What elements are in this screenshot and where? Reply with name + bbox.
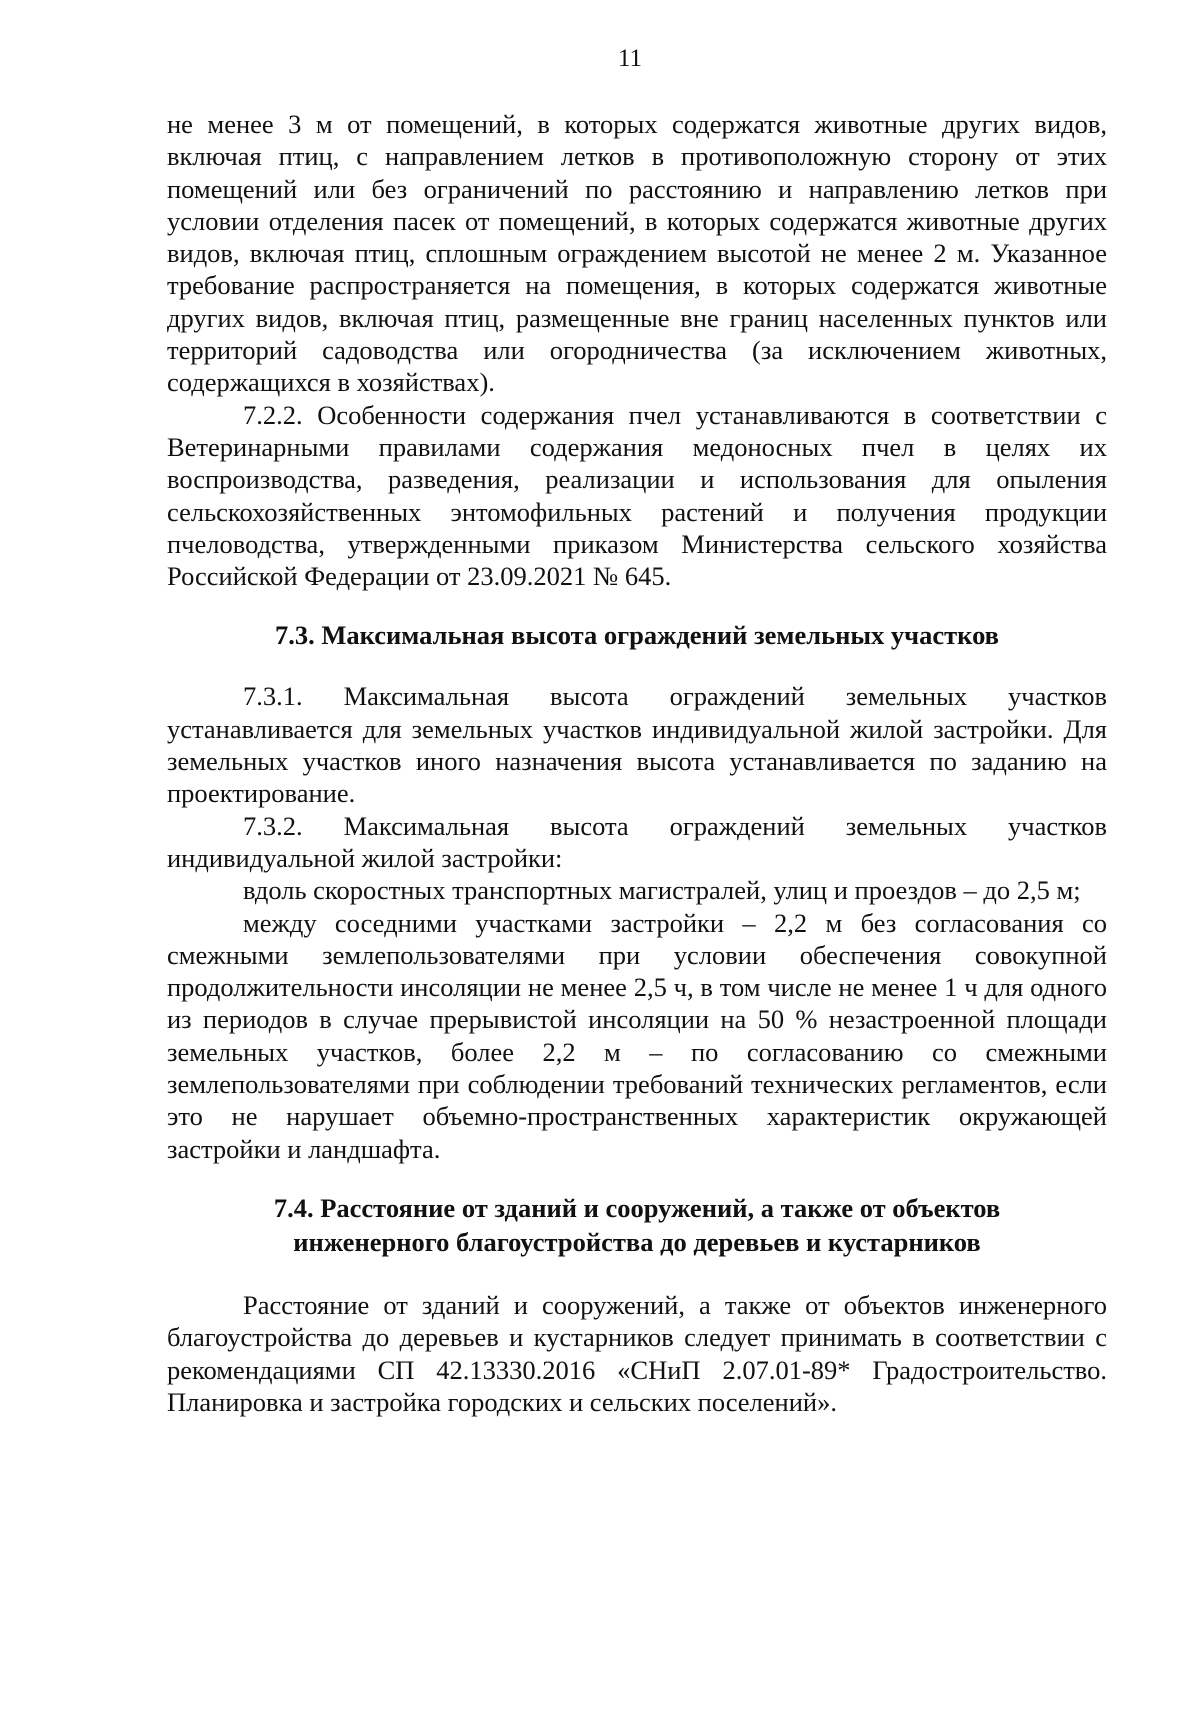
paragraph-along-roads: вдоль скоростных транспортных магистралей, улиц и проездов – до 2,5 м; [243, 875, 1081, 906]
paragraph-7-3-2: 7.3.2. Максимальная высота ограждений земельных участков индивидуальной жилой застройки: [167, 810, 1107, 873]
paragraph-continuation: не менее 3 м от помещений, в которых содержатся животные других видов, включая птиц, с направлением летков в противоположную сторону от этих помещений или без ограничений по расстоянию и направлению летков при условии отделения пасек от помещений, в которых содержатся животные других видов, включая птиц, сплошным ограждением высотой не менее 2 м. Указанное требование распространяется на помещения, в которых содержатся животные других видов, включая птиц, размещенные вне границ населенных пунктов или территорий садоводства или огородничества (за исключением животных, содержащихся в хозяйствах). [167, 109, 1107, 398]
paragraph-7-4: Расстояние от зданий и сооружений, а также от объектов инженерного благоустройства до деревьев и кустарников следует принимать в соответствии с рекомендациями СП 42.13330.2016 «СНиП 2.07.01-89* Градостроительство. Планировка и застройка городских и сельских поселений». [167, 1289, 1107, 1417]
section-heading-7-3: 7.3. Максимальная высота ограждений земельных участков [275, 620, 999, 651]
section-heading-7-4 [167, 1191, 1107, 1259]
document-body [167, 108, 1107, 1418]
page-number: 11 [617, 45, 643, 72]
section-heading-7-4-line1: 7.4. Расстояние от зданий и сооружений, а также от объектов [273, 1192, 1001, 1223]
section-heading-7-4-line2: инженерного благоустройства до деревьев и кустарников [293, 1226, 981, 1257]
paragraph-7-2-2: 7.2.2. Особенности содержания пчел устанавливаются в соответствии с Ветеринарными правилами содержания медоносных пчел в целях их воспроизводства, разведения, реализации и использования для опыления сельскохозяйственных энтомофильных растений и получения продукции пчеловодства, утвержденными приказом Министерства сельского хозяйства Российской Федерации от 23.09.2021 № 645. [167, 399, 1107, 592]
paragraph-between-plots: между соседними участками застройки – 2,2 м без согласования со смежными землепользователями при условии обеспечения совокупной продолжительности инсоляции не менее 2,5 ч, в том числе не менее 1 ч для одного из периодов в случае прерывистой инсоляции на 50 % незастроенной площади земельных участков, более 2,2 м – по согласованию со смежными землепользователями при соблюдении требований технических регламентов, если это не нарушает объемно-пространственных характеристик окружающей застройки и ландшафта. [167, 907, 1107, 1164]
paragraph-7-3-1: 7.3.1. Максимальная высота ограждений земельных участков устанавливается для земельных участков индивидуальной жилой застройки. Для земельных участков иного назначения высота устанавливается по заданию на проектирование. [167, 681, 1107, 809]
